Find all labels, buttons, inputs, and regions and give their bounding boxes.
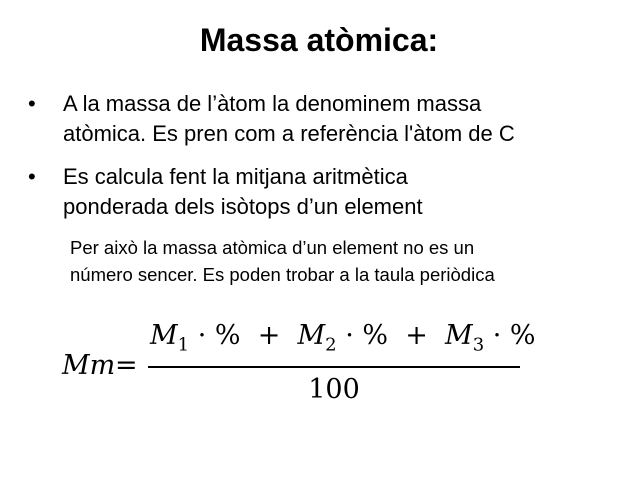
formula-plus: + [405, 320, 428, 351]
fraction-bar [148, 366, 520, 368]
formula-percent: % [214, 320, 241, 351]
bullet-text [63, 89, 515, 149]
note-line: Per això la massa atòmica d’un element no es un [70, 237, 475, 258]
formula-numerator [150, 320, 536, 355]
bullet-text [63, 162, 423, 222]
atomic-mass-formula [0, 320, 638, 420]
formula-dot: · [197, 320, 207, 351]
formula-lhs: Mm [62, 350, 116, 381]
formula-dot: · [345, 320, 354, 351]
formula-denominator: 100 [308, 374, 360, 405]
formula-percent: % [362, 320, 389, 351]
bullet-icon: • [28, 164, 36, 189]
slide-title: Massa atòmica: [199, 22, 439, 58]
formula-dot: · [492, 320, 502, 351]
formula-mass-symbol: M [297, 320, 326, 351]
note-line: número sencer. Es poden trobar a la taula periòdica [70, 264, 495, 285]
formula-percent: % [509, 320, 536, 351]
note-text [70, 234, 495, 288]
bullet-line: ponderada dels isòtops d’un element [63, 194, 423, 219]
formula-mass-symbol: M [445, 320, 473, 351]
formula-subscript: 2 [325, 334, 337, 356]
formula-mass-symbol: M [150, 320, 178, 351]
formula-subscript: 3 [472, 334, 485, 356]
formula-subscript: 1 [177, 334, 190, 356]
bullet-line: A la massa de l’àtom la denominem massa [63, 91, 482, 116]
bullet-line: atòmica. Es pren com a referència l'àtom de C [63, 121, 515, 146]
bullet-line: Es calcula fent la mitjana aritmètica [63, 164, 408, 189]
formula-equals: = [115, 350, 138, 381]
formula-plus: + [257, 320, 281, 351]
bullet-icon: • [28, 91, 36, 116]
